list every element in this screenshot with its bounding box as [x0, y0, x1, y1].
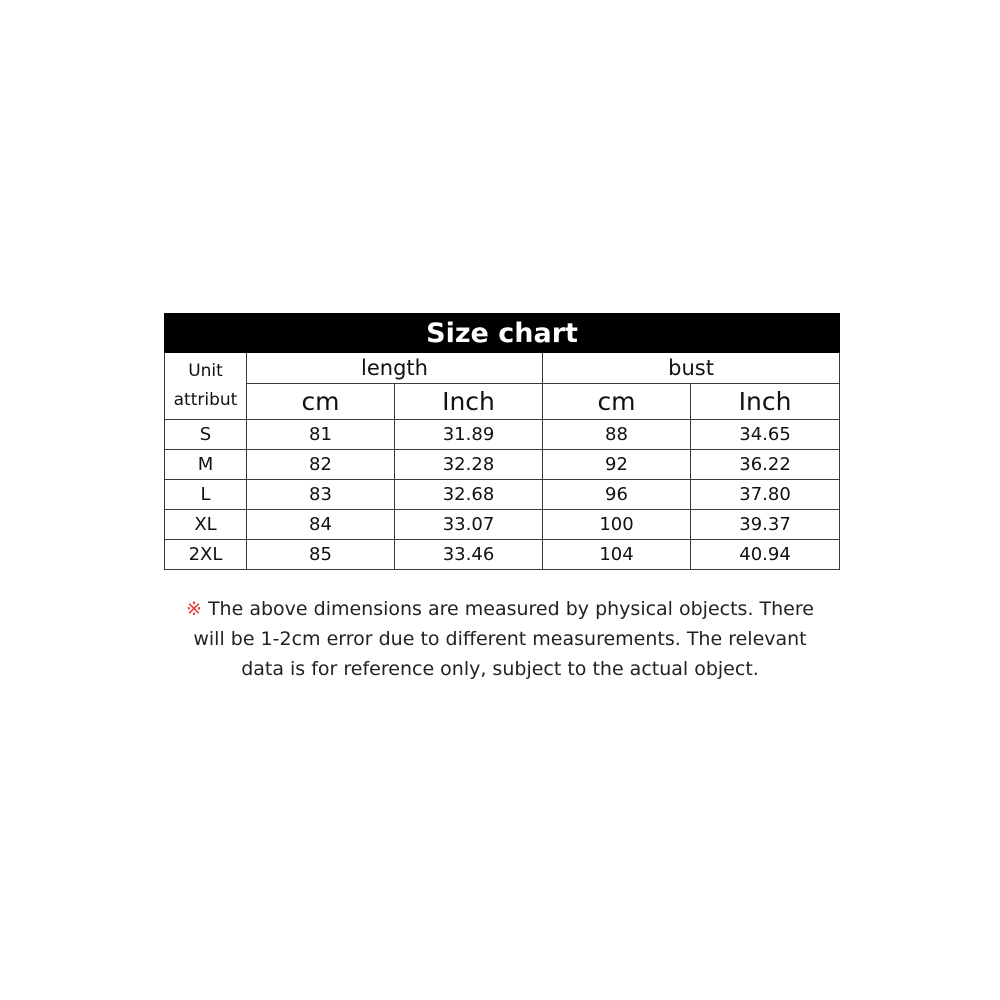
- size-label: M: [165, 450, 247, 480]
- subheader-row: [165, 384, 840, 420]
- size-chart-table: [164, 313, 840, 570]
- bust-inch-value: 34.65: [691, 420, 840, 450]
- title-row: [165, 314, 840, 353]
- group-header-bust: bust: [543, 353, 840, 384]
- group-header-length: length: [247, 353, 543, 384]
- bust-cm-value: 104: [543, 540, 691, 570]
- table-row: [165, 450, 840, 480]
- size-label: S: [165, 420, 247, 450]
- length-inch-value: 31.89: [395, 420, 543, 450]
- length-cm-value: 82: [247, 450, 395, 480]
- bust-inch-value: 40.94: [691, 540, 840, 570]
- size-label: 2XL: [165, 540, 247, 570]
- measurement-note: [150, 594, 850, 684]
- subheader-length-inch: Inch: [395, 384, 543, 420]
- subheader-bust-inch: Inch: [691, 384, 840, 420]
- subheader-bust-cm: cm: [543, 384, 691, 420]
- table-row: [165, 540, 840, 570]
- length-cm-value: 81: [247, 420, 395, 450]
- length-cm-value: 85: [247, 540, 395, 570]
- bust-cm-value: 92: [543, 450, 691, 480]
- length-cm-value: 83: [247, 480, 395, 510]
- note-line-3: data is for reference only, subject to the actual object.: [241, 658, 759, 680]
- size-label: L: [165, 480, 247, 510]
- length-inch-value: 33.46: [395, 540, 543, 570]
- note-line-1: [150, 594, 850, 624]
- note-line-2: will be 1-2cm error due to different measurements. The relevant: [193, 628, 807, 650]
- length-inch-value: 32.68: [395, 480, 543, 510]
- bust-cm-value: 100: [543, 510, 691, 540]
- unit-attribute-header: [165, 353, 247, 420]
- group-header-row: [165, 353, 840, 384]
- attribute-label: attribut: [173, 390, 238, 410]
- length-inch-value: 33.07: [395, 510, 543, 540]
- chart-title: Size chart: [165, 314, 840, 353]
- bust-cm-value: 88: [543, 420, 691, 450]
- size-chart: [164, 313, 839, 570]
- subheader-length-cm: cm: [247, 384, 395, 420]
- bust-inch-value: 39.37: [691, 510, 840, 540]
- bust-inch-value: 37.80: [691, 480, 840, 510]
- table-row: [165, 510, 840, 540]
- table-row: [165, 420, 840, 450]
- bust-inch-value: 36.22: [691, 450, 840, 480]
- unit-label: Unit: [188, 361, 223, 381]
- bust-cm-value: 96: [543, 480, 691, 510]
- table-row: [165, 480, 840, 510]
- size-label: XL: [165, 510, 247, 540]
- note-text-1: The above dimensions are measured by physical objects. There: [207, 598, 814, 620]
- length-inch-value: 32.28: [395, 450, 543, 480]
- reference-mark-icon: ※: [186, 598, 202, 620]
- length-cm-value: 84: [247, 510, 395, 540]
